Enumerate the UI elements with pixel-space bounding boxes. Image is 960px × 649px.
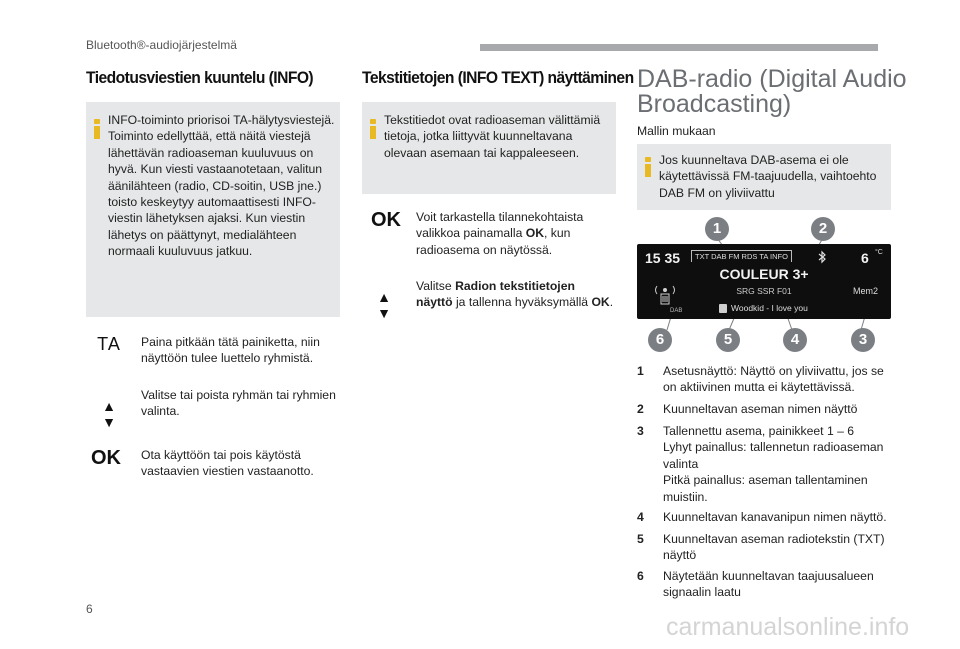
ok-menu-description: Voit tarkastella tilannekohtaista valikkoa painamalla OK, kun radioasema on näytössä. xyxy=(416,210,584,257)
callout-4: 4 xyxy=(783,328,807,352)
info-text: Tekstitiedot ovat radioaseman välittämiä tietoja, jotka liittyvät kuunneltavana olevaan asemaan tai kappaleeseen. xyxy=(384,113,601,160)
info-box-info xyxy=(86,102,340,317)
radiotext: Woodkid - I love you xyxy=(731,303,808,313)
info-text: Jos kuunneltava DAB-asema ei ole käytettävissä FM-taajuudella, vaihtoehto DAB FM on yliviivattu xyxy=(659,153,877,200)
callout-1: 1 xyxy=(705,217,729,241)
heading-info: Tiedotusviestien kuuntelu (INFO) xyxy=(86,68,314,87)
info-box-info-text xyxy=(362,102,616,194)
temperature: 6 xyxy=(861,250,869,266)
ok-description: Ota käyttöön tai pois käytöstä vastaavien viestien vastaanotto. xyxy=(141,448,314,479)
callout-6: 6 xyxy=(648,328,672,352)
ok-button-icon: OK xyxy=(91,447,121,469)
callout-5: 5 xyxy=(716,328,740,352)
dab-title: DAB-radio (Digital Audio Broadcasting) xyxy=(637,65,907,118)
dab-label: DAB xyxy=(670,308,683,314)
clock: 15 35 xyxy=(645,250,681,266)
bluetooth-icon xyxy=(815,250,829,264)
watermark: carmanualsonline.info xyxy=(666,613,910,641)
info-box-dab xyxy=(637,144,891,210)
page-number: 6 xyxy=(86,602,93,616)
signal-quality-icon xyxy=(653,282,677,308)
callout-3: 3 xyxy=(851,328,875,352)
radiotext-icon xyxy=(719,304,727,313)
ensemble-name: SRG SSR F01 xyxy=(736,286,792,296)
callout-legend: 1 Asetusnäyttö: Näyttö on yliviivattu, jos se on aktiivinen mutta ei käytettävissä. 2 Kuunneltavan aseman nimen näyttö 3 Tallennettu asema, painikkeet 1 – 6 Lyhyt painallus: tallennetun radioaseman valinta Pitkä painallus: aseman tallentaminen muistiin. 4 Kuunneltavan kanavanipun nimen näyttö. 5 Kuunneltavan aseman radiotekstin (TXT) näyttö 6 Näytetään kuunneltavan taajuusalueen signaalin laatu xyxy=(637,364,887,600)
dab-display xyxy=(637,244,891,319)
header-bar xyxy=(480,44,878,51)
info-icon xyxy=(94,119,100,139)
info-icon xyxy=(370,119,376,139)
arrows-description: Valitse tai poista ryhmän tai ryhmien valinta. xyxy=(141,388,336,419)
dab-intro: Mallin mukaan xyxy=(637,124,716,138)
running-header: Bluetooth®-audiojärjestelmä xyxy=(86,38,237,52)
up-down-arrows-icon: ▲ ▼ xyxy=(377,289,391,321)
status-tags: TXT DAB FM RDS TA INFO xyxy=(691,250,792,262)
ta-button-icon: TA xyxy=(97,334,121,354)
preset-memory: Mem2 xyxy=(853,286,879,296)
info-icon xyxy=(645,157,651,177)
up-down-arrows-icon: ▲ ▼ xyxy=(102,398,116,430)
station-name: COULEUR 3+ xyxy=(719,266,809,282)
heading-info-text: Tekstitietojen (INFO TEXT) näyttäminen xyxy=(362,68,634,87)
callout-2: 2 xyxy=(811,217,835,241)
select-radiotext-description: Valitse Radion tekstitietojen näyttö ja tallenna hyväksymällä OK. xyxy=(416,279,614,310)
ta-description: Paina pitkään tätä painiketta, niin näyttöön tulee luettelo ryhmistä. xyxy=(141,335,320,366)
info-text: INFO-toiminto priorisoi TA-hälytysviestejä. Toiminto edellyttää, että näitä viestejä lähettävän radioaseman kuuluvuus on hyvä. Kun viesti vastaanotetaan, valitun äänilähteen (radio, CD-soitin, USB jne.) toisto keskeytyy automaattisesti INFO- viestin lähetyksen ajaksi. Kun viestin lähetys on päättynyt, medialähteen normaali kuuluvuus jatkuu. xyxy=(108,113,335,259)
ok-button-icon: OK xyxy=(371,209,401,231)
temperature-unit: °C xyxy=(875,249,883,256)
